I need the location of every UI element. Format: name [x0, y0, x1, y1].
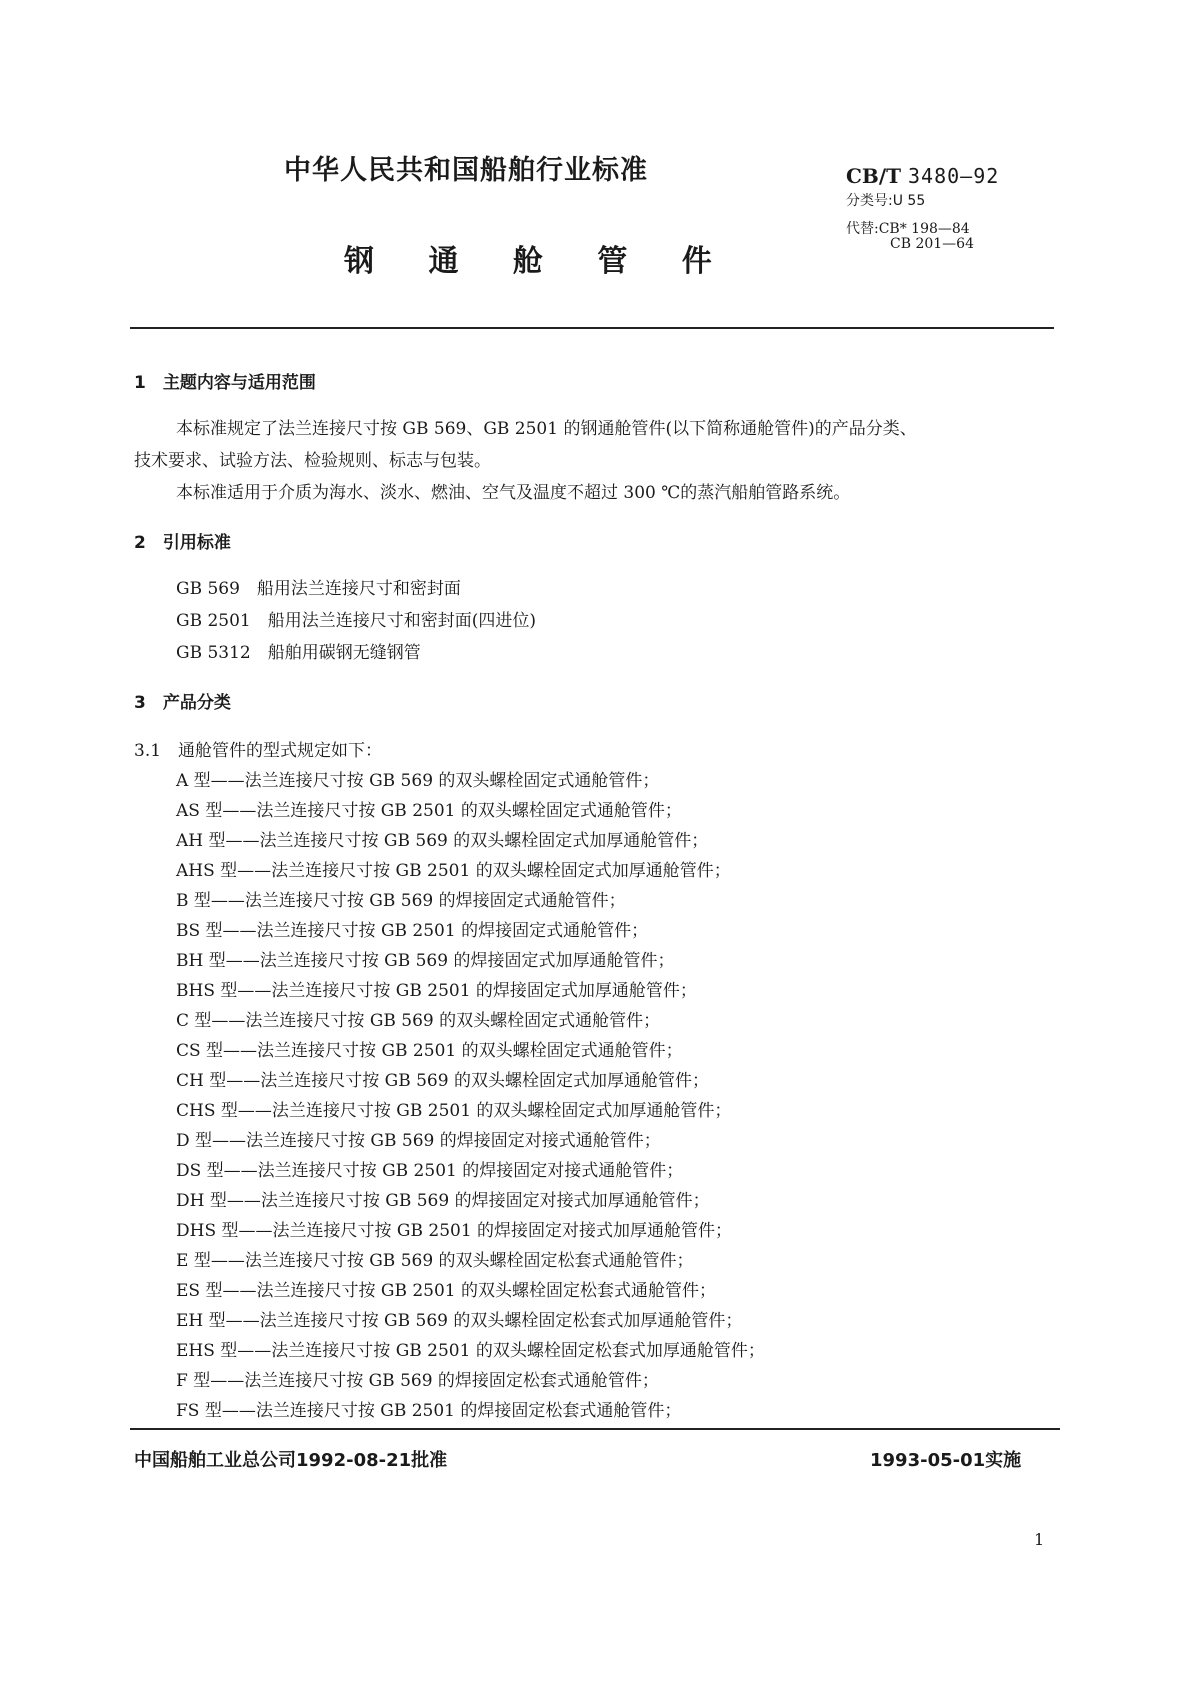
standard-code-prefix: CB/T [846, 164, 902, 188]
page-number: 1 [1034, 1530, 1045, 1549]
replaces-line-1: 代替:CB* 198—84 [846, 221, 970, 237]
standard-category-title: 中华人民共和国船舶行业标准 [284, 155, 648, 186]
type-definition-cs: CS 型——法兰连接尺寸按 GB 2501 的双头螺栓固定式通舱管件； [176, 1041, 683, 1061]
reference-standard-1: GB 569 船用法兰连接尺寸和密封面 [176, 579, 461, 599]
type-definition-bh: BH 型——法兰连接尺寸按 GB 569 的焊接固定式加厚通舱管件； [176, 951, 675, 971]
footer-divider [130, 1428, 1060, 1430]
type-definition-fs: FS 型——法兰连接尺寸按 GB 2501 的焊接固定松套式通舱管件； [176, 1401, 682, 1421]
type-definition-as: AS 型——法兰连接尺寸按 GB 2501 的双头螺栓固定式通舱管件； [176, 801, 682, 821]
type-definition-c: C 型——法兰连接尺寸按 GB 569 的双头螺栓固定式通舱管件； [176, 1011, 661, 1031]
type-definition-a: A 型——法兰连接尺寸按 GB 569 的双头螺栓固定式通舱管件； [176, 771, 660, 791]
type-definition-chs: CHS 型——法兰连接尺寸按 GB 2501 的双头螺栓固定式加厚通舱管件； [176, 1101, 732, 1121]
approval-note: 中国船舶工业总公司1992-08-21批准 [134, 1450, 448, 1471]
type-definition-dhs: DHS 型——法兰连接尺寸按 GB 2501 的焊接固定对接式加厚通舱管件； [176, 1221, 733, 1241]
type-definition-bhs: BHS 型——法兰连接尺寸按 GB 2501 的焊接固定式加厚通舱管件； [176, 981, 697, 1001]
standard-code-number: 3480—92 [907, 164, 1000, 188]
effective-date: 1993-05-01实施 [870, 1450, 1022, 1471]
type-definition-d: D 型——法兰连接尺寸按 GB 569 的焊接固定对接式通舱管件； [176, 1131, 661, 1151]
section-1-paragraph-2: 本标准适用于介质为海水、淡水、燃油、空气及温度不超过 300 ℃的蒸汽船舶管路系统。 [176, 483, 851, 503]
type-definition-bs: BS 型——法兰连接尺寸按 GB 2501 的焊接固定式通舱管件； [176, 921, 649, 941]
section-1-paragraph-1-line-2: 技术要求、试验方法、检验规则、标志与包装。 [134, 451, 491, 471]
section-1-paragraph-1-line-1: 本标准规定了法兰连接尺寸按 GB 569、GB 2501 的钢通舱管件(以下简称通舱管件)的产品分类、 [176, 419, 917, 439]
standard-code [846, 164, 999, 188]
classification-number: 分类号:U 55 [846, 193, 926, 209]
reference-standard-2: GB 2501 船用法兰连接尺寸和密封面(四进位) [176, 611, 537, 631]
type-definition-ch: CH 型——法兰连接尺寸按 GB 569 的双头螺栓固定式加厚通舱管件； [176, 1071, 709, 1091]
type-definition-b: B 型——法兰连接尺寸按 GB 569 的焊接固定式通舱管件； [176, 891, 626, 911]
type-definition-ah: AH 型——法兰连接尺寸按 GB 569 的双头螺栓固定式加厚通舱管件； [176, 831, 709, 851]
type-definition-f: F 型——法兰连接尺寸按 GB 569 的焊接固定松套式通舱管件； [176, 1371, 659, 1391]
type-definition-dh: DH 型——法兰连接尺寸按 GB 569 的焊接固定对接式加厚通舱管件； [176, 1191, 710, 1211]
type-definition-es: ES 型——法兰连接尺寸按 GB 2501 的双头螺栓固定松套式通舱管件； [176, 1281, 717, 1301]
section-3-1-intro: 3.1 通舱管件的型式规定如下： [134, 741, 383, 761]
type-definition-ds: DS 型——法兰连接尺寸按 GB 2501 的焊接固定对接式通舱管件； [176, 1161, 684, 1181]
replaces-line-2: CB 201—64 [890, 236, 974, 252]
section-2-heading: 2 引用标准 [134, 533, 231, 553]
section-3-heading: 3 产品分类 [134, 693, 231, 713]
type-definition-ehs: EHS 型——法兰连接尺寸按 GB 2501 的双头螺栓固定松套式加厚通舱管件； [176, 1341, 765, 1361]
type-definition-e: E 型——法兰连接尺寸按 GB 569 的双头螺栓固定松套式通舱管件； [176, 1251, 694, 1271]
section-1-heading: 1 主题内容与适用范围 [134, 373, 316, 393]
type-definition-ahs: AHS 型——法兰连接尺寸按 GB 2501 的双头螺栓固定式加厚通舱管件； [176, 861, 731, 881]
header-divider [130, 327, 1054, 329]
document-title: 钢 通 舱 管 件 [344, 244, 728, 279]
type-definition-eh: EH 型——法兰连接尺寸按 GB 569 的双头螺栓固定松套式加厚通舱管件； [176, 1311, 743, 1331]
reference-standard-3: GB 5312 船舶用碳钢无缝钢管 [176, 643, 421, 663]
